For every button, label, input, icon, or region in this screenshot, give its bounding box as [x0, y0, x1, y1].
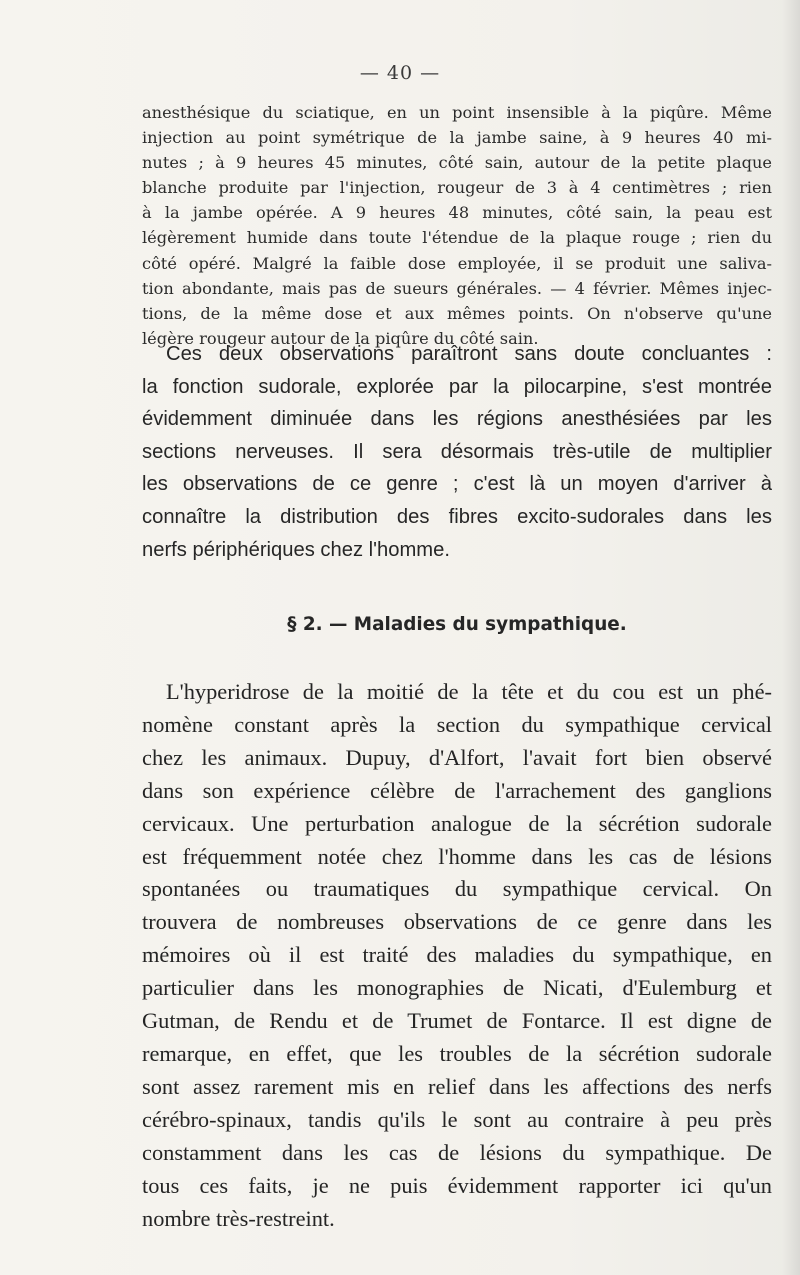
section-heading: § 2. — Maladies du sympathique.: [287, 614, 627, 635]
text-line: à la jambe opérée. A 9 heures 48 minutes, côté sain, la peau est: [142, 203, 772, 223]
text-line: légère rougeur autour de la piqûre du côté sain.: [142, 328, 539, 348]
text-line: la fonction sudorale, explorée par la pilocarpine, s'est montrée: [142, 375, 772, 398]
text-line: chez les animaux. Dupuy, d'Alfort, l'avait fort bien observé: [142, 744, 772, 770]
text-line: dans son expérience célèbre de l'arrachement des ganglions: [142, 777, 772, 803]
page-edge-shadow: [782, 0, 800, 1275]
text-line: est fréquemment notée chez l'homme dans les cas de lésions: [142, 843, 772, 869]
paragraph-conclusion: [142, 338, 772, 566]
text-line: spontanées ou traumatiques du sympathique cervical. On: [142, 876, 772, 902]
text-line: cervicaux. Une perturbation analogue de la sécrétion sudorale: [142, 810, 772, 836]
text-line: cérébro-spinaux, tandis qu'ils le sont au contraire à peu près: [142, 1106, 772, 1132]
text-line: trouvera de nombreuses observations de ce genre dans les: [142, 909, 772, 935]
text-line: tions, de la même dose et aux mêmes points. On n'observe qu'une: [142, 303, 772, 323]
page-number: — 40 —: [359, 62, 441, 84]
text-line: injection au point symétrique de la jambe saine, à 9 heures 40 mi-: [142, 128, 772, 148]
text-line: sont assez rarement mis en relief dans les affections des nerfs: [142, 1073, 772, 1099]
text-line: côté opéré. Malgré la faible dose employée, il se produit une saliva-: [142, 253, 772, 273]
text-line: évidemment diminuée dans les régions anesthésiées par les: [142, 408, 772, 431]
text-line: nerfs périphériques chez l'homme.: [142, 538, 450, 561]
text-line: remarque, en effet, que les troubles de la sécrétion sudorale: [142, 1040, 772, 1066]
text-line: les observations de ce genre ; c'est là un moyen d'arriver à: [142, 473, 772, 496]
text-line: blanche produite par l'injection, rougeur de 3 à 4 centimètres ; rien: [142, 178, 772, 198]
text-line: L'hyperidrose de la moitié de la tête et du cou est un phé-: [166, 679, 772, 704]
text-line: anesthésique du sciatique, en un point insensible à la piqûre. Même: [142, 103, 772, 122]
text-line: Ces deux observations paraîtront sans doute concluantes :: [166, 343, 772, 365]
paragraph-observation-end: [142, 100, 772, 351]
text-line: nutes ; à 9 heures 45 minutes, côté sain, autour de la petite plaque: [142, 153, 772, 173]
text-line: légèrement humide dans toute l'étendue de la plaque rouge ; rien du: [142, 228, 772, 248]
text-line: tous ces faits, je ne puis évidemment rapporter ici qu'un: [142, 1172, 772, 1198]
text-line: sections nerveuses. Il sera désormais très-utile de multiplier: [142, 440, 772, 463]
paragraph-sympathetic: [142, 676, 772, 1235]
text-line: particulier dans les monographies de Nicati, d'Eulemburg et: [142, 975, 772, 1001]
text-line: constamment dans les cas de lésions du sympathique. De: [142, 1139, 772, 1165]
text-line: tion abondante, mais pas de sueurs générales. — 4 février. Mêmes injec-: [142, 278, 772, 298]
text-line: connaître la distribution des fibres excito-sudorales dans les: [142, 505, 772, 528]
text-line: nombre très-restreint.: [142, 1205, 335, 1231]
text-line: Gutman, de Rendu et de Trumet de Fontarce. Il est digne de: [142, 1008, 772, 1034]
text-line: nomène constant après la section du sympathique cervical: [142, 711, 772, 737]
text-line: mémoires où il est traité des maladies du sympathique, en: [142, 942, 772, 968]
